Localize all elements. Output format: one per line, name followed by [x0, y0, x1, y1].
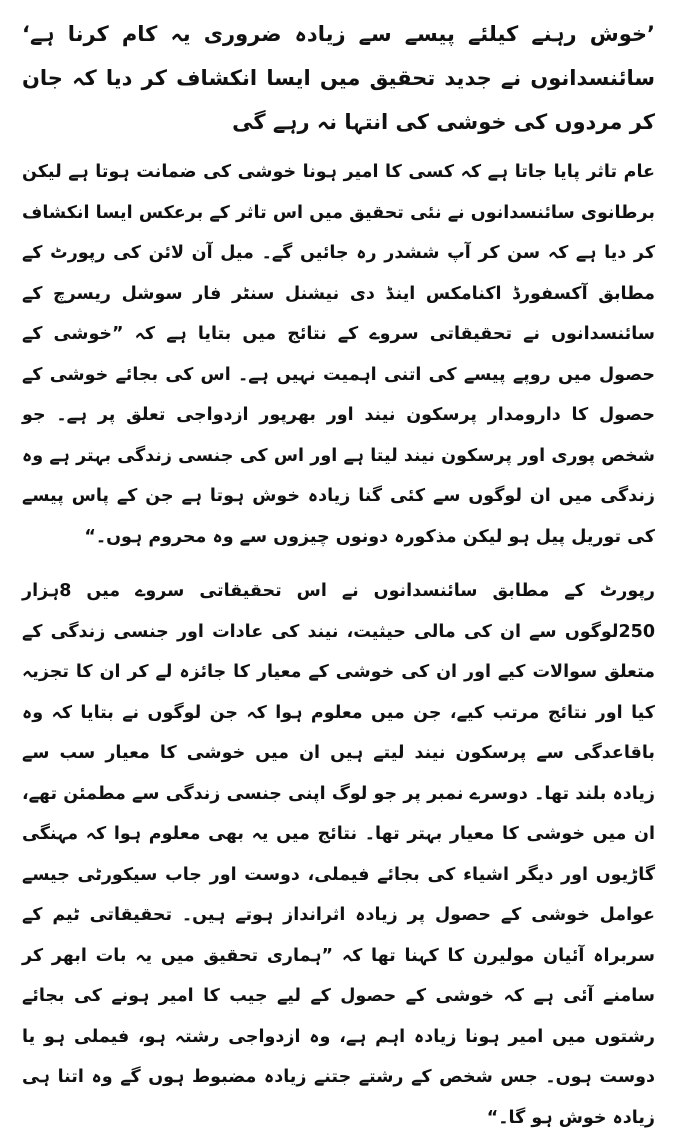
article-paragraph-2: رپورٹ کے مطابق سائنسدانوں نے اس تحقیقاتی سروے میں 8ہزار 250لوگوں سے ان کی مالی حیثیت، نیند کی عادات اور جنسی زندگی کے متعلق سوالات کیے اور ان کی خوشی کے معیار کا جائزہ لے کر ان کا تجزیہ کیا اور نتائج مرتب کیے، جن میں معلوم ہوا کہ جن لوگوں نے بتایا کہ وہ باقاعدگی سے پرسکون نیند لیتے ہیں ان میں خوشی کا معیار سب سے زیادہ بلند تھا۔ دوسرے نمبر پر جو لوگ اپنی جنسی زندگی سے مطمئن تھے، ان میں خوشی کا معیار بہتر تھا۔ نتائج میں یہ بھی معلوم ہوا کہ مہنگی گاڑیوں اور دیگر اشیاء کی بجائے فیملی، دوست اور جاب سیکورٹی جیسے عوامل خوشی کے حصول پر زیادہ اثرانداز ہوتے ہیں۔ تحقیقاتی ٹیم کے سربراہ آئیان مولیرن کا کہنا تھا کہ ”ہماری تحقیق میں یہ بات ابھر کر سامنے آئی ہے کہ خوشی کے حصول کے لیے جیب کا امیر ہونے کی بجائے رشتوں میں امیر ہونا زیادہ اہم ہے، وہ ازدواجی رشتہ ہو، فیملی ہو یا دوست ہوں۔ جس شخص کے رشتے جتنے زیادہ مضبوط ہوں گے وہ اتنا ہی زیادہ خوش ہو گا۔“: [22, 581, 655, 1128]
article-headline: ’خوش رہنے کیلئے پیسے سے زیادہ ضروری یہ کام کرنا ہے‘ سائنسدانوں نے جدید تحقیق میں ایسا انکشاف کر دیا کہ جان کر مردوں کی خوشی کی انتہا نہ رہے گی: [22, 22, 655, 134]
article-paragraph-1: عام تاثر پایا جاتا ہے کہ کسی کا امیر ہونا خوشی کی ضمانت ہوتا ہے لیکن برطانوی سائنسدانوں نے نئی تحقیق میں اس تاثر کے برعکس ایسا انکشاف کر دیا ہے کہ سن کر آپ ششدر رہ جائیں گے۔ میل آن لائن کی رپورٹ کے مطابق آکسفورڈ اکنامکس اینڈ دی نیشنل سنٹر فار سوشل ریسرچ کے سائنسدانوں نے تحقیقاتی سروے کے نتائج میں بتایا ہے کہ ”خوشی کے حصول میں روپے پیسے کی اتنی اہمیت نہیں ہے۔ اس کی بجائے خوشی کے حصول کا دارومدار پرسکون نیند اور بھرپور ازدواجی تعلق پر ہے۔ جو شخص پوری اور پرسکون نیند لیتا ہے اور اس کی جنسی زندگی بہتر ہے وہ زندگی میں ان لوگوں سے کئی گنا زیادہ خوش ہوتا ہے جن کے پاس پیسے کی توریل پیل ہو لیکن مذکورہ دونوں چیزوں سے وہ محروم ہوں۔“: [22, 162, 655, 547]
